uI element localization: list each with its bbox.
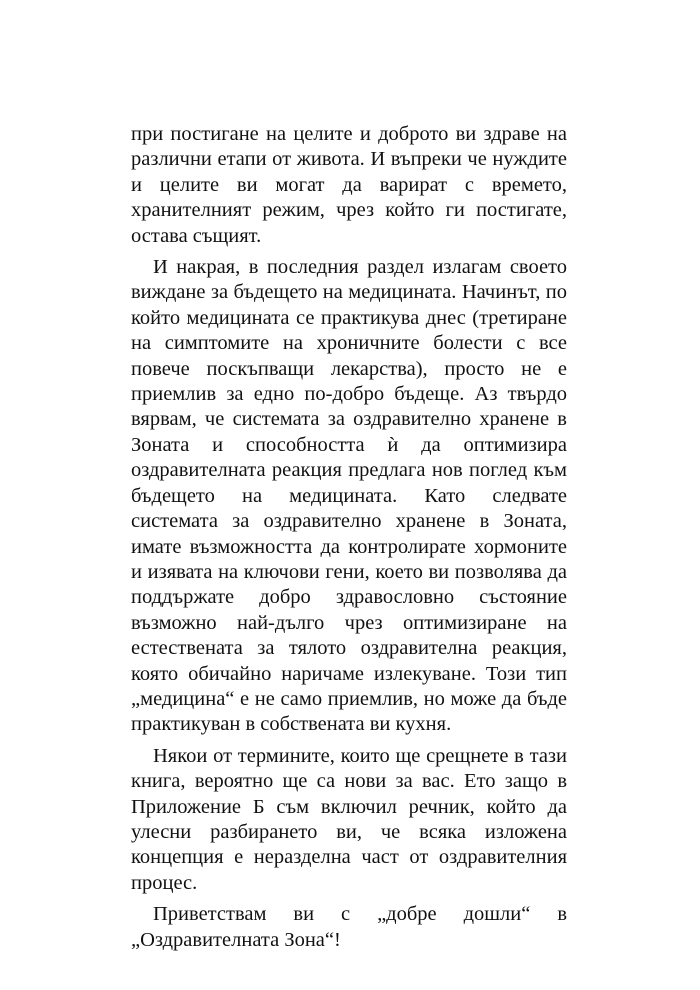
paragraph-glossary-note: Някои от термините, които ще срещнете в тази книга, вероятно ще са нови за вас. Ето защо в Приложение Б съм включил речник, който да улесни разбирането ви, че всяка изложена концепция е неразделна част от оздравителния процес. (131, 744, 567, 894)
body-text (131, 122, 567, 959)
paragraph-welcome: Приветствам ви с „добре дошли“ в „Оздравителната Зона“! (131, 903, 567, 951)
paragraph-continuation: при постигане на целите и доброто ви здраве на различни етапи от живота. И въпреки че нуждите и целите ви могат да варират с времето, хранителният режим, чрез който ги постигате, остава същият. (131, 123, 567, 247)
paragraph-future-of-medicine: И накрая, в последния раздел излагам своето виждане за бъдещето на медицината. Начинът, по който медицината се практикува днес (третиране на симптомите на хроничните болести с все повече поскъпващи лекарства), просто не е приемлив за едно по-добро бъдеще. Аз твърдо вярвам, че системата за оздравително хранене в Зоната и способността ѝ да оптимизира оздравителната реакция предлага нов поглед към бъдещето на медицината. Като следвате системата за оздравително хранене в Зоната, имате възможността да контролирате хормоните и изявата на ключови гени, което ви позволява да поддържате добро здравословно състояние възможно най-дълго чрез оптимизиране на естествената за тялото оздравителна реакция, която обичайно наричаме излекуване. Този тип „медицина“ е не само приемлив, но може да бъде практикуван в собствената ви кухня. (131, 256, 567, 736)
